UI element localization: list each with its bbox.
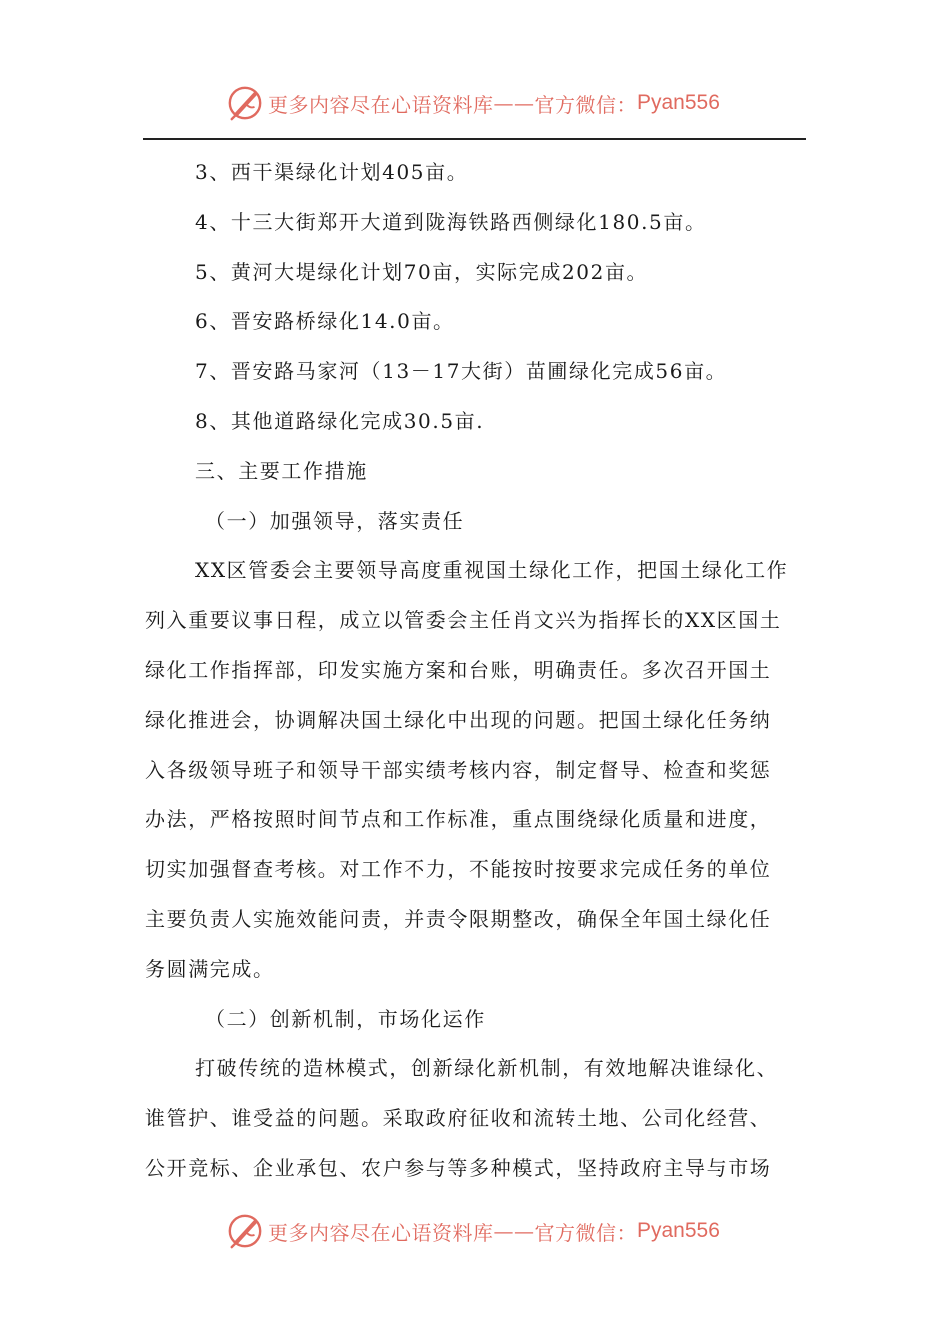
watermark-wechat-id: Pyan556 bbox=[637, 91, 720, 114]
list-item-8: 8、其他道路绿化完成30.5亩. bbox=[195, 408, 485, 433]
paragraph-line: 主要负责人实施效能问责，并责令限期整改，确保全年国土绿化任 bbox=[145, 906, 772, 931]
paragraph-line: 公开竞标、企业承包、农户参与等多种模式，坚持政府主导与市场 bbox=[145, 1155, 772, 1180]
watermark-wechat-label: 官方微信： bbox=[534, 92, 637, 117]
paragraph-line: 办法，严格按照时间节点和工作标准，重点围绕绿化质量和进度， bbox=[145, 807, 772, 832]
header-divider bbox=[143, 138, 806, 140]
document-body bbox=[145, 148, 805, 1194]
subheading-1: （一）加强领导，落实责任 bbox=[205, 508, 465, 533]
subheading-2: （二）创新机制，市场化运作 bbox=[205, 1006, 486, 1031]
paragraph-line: 务圆满完成。 bbox=[145, 956, 275, 981]
section-heading: 三、主要工作措施 bbox=[195, 458, 368, 483]
paragraph-line: 打破传统的造林模式，创新绿化新机制，有效地解决谁绿化、 bbox=[195, 1056, 779, 1081]
paragraph-line: 谁管护、谁受益的问题。采取政府征收和流转土地、公司化经营、 bbox=[145, 1106, 772, 1131]
paragraph-line: 入各级领导班子和领导干部实绩考核内容，制定督导、检查和奖惩 bbox=[145, 757, 772, 782]
watermark-dash: —— bbox=[493, 1219, 535, 1243]
page-footer bbox=[0, 1206, 950, 1256]
list-item-7: 7、晋安路马家河（13－17大街）苗圃绿化完成56亩。 bbox=[195, 359, 728, 384]
watermark-site-text: 更多内容尽在心语资料库 bbox=[268, 92, 494, 117]
watermark-banner-bottom bbox=[226, 1206, 720, 1256]
paragraph-line: 绿化工作指挥部，印发实施方案和台账，明确责任。多次召开国土 bbox=[145, 657, 772, 682]
paragraph-line: 绿化推进会，协调解决国土绿化中出现的问题。把国土绿化任务纳 bbox=[145, 707, 772, 732]
list-item-6: 6、晋安路桥绿化14.0亩。 bbox=[195, 309, 455, 334]
list-item-5: 5、黄河大堤绿化计划70亩，实际完成202亩。 bbox=[195, 259, 649, 284]
watermark-wechat-label: 官方微信： bbox=[534, 1220, 637, 1245]
watermark-dash: —— bbox=[493, 91, 535, 115]
watermark-banner-top bbox=[226, 78, 720, 128]
paragraph-line: XX区管委会主要领导高度重视国土绿化工作，把国土绿化工作 bbox=[195, 558, 789, 583]
quill-logo-icon bbox=[226, 84, 264, 122]
paragraph-line: 列入重要议事日程，成立以管委会主任肖文兴为指挥长的XX区国土 bbox=[145, 608, 782, 633]
page-header bbox=[0, 78, 950, 128]
list-item-3: 3、西干渠绿化计划405亩。 bbox=[195, 160, 469, 184]
watermark-wechat-id: Pyan556 bbox=[637, 1219, 720, 1242]
quill-logo-icon bbox=[226, 1212, 264, 1250]
watermark-site-text: 更多内容尽在心语资料库 bbox=[268, 1220, 494, 1245]
paragraph-line: 切实加强督查考核。对工作不力，不能按时按要求完成任务的单位 bbox=[145, 857, 772, 882]
list-item-4: 4、十三大街郑开大道到陇海铁路西侧绿化180.5亩。 bbox=[195, 209, 707, 234]
